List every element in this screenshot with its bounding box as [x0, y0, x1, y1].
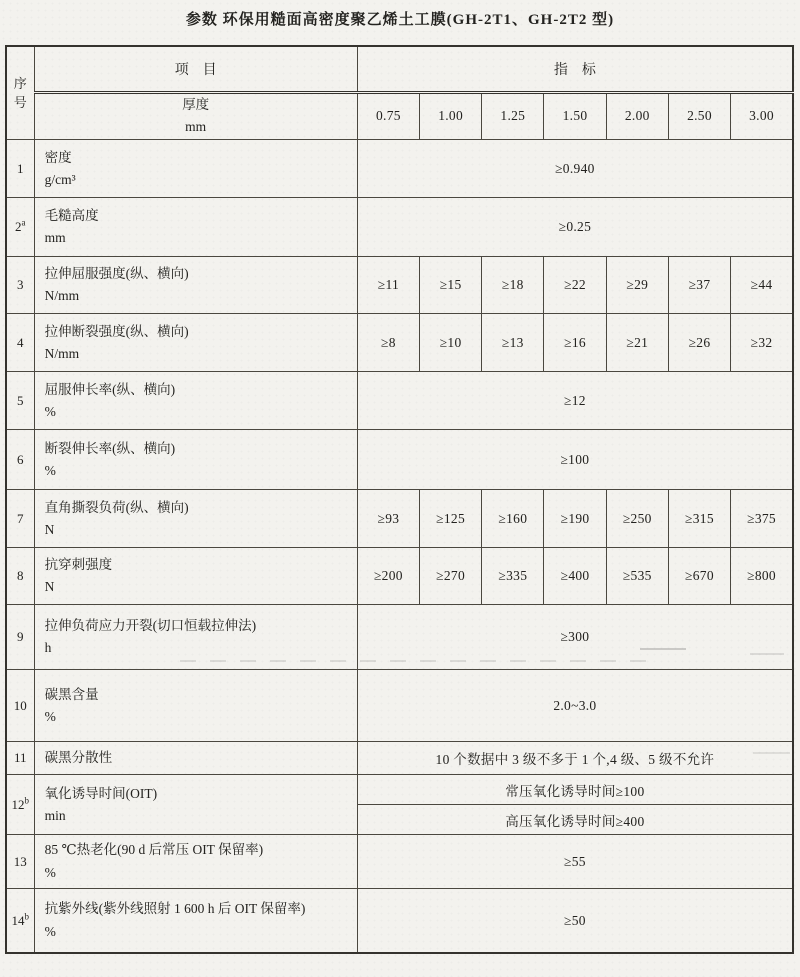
value-cell: ≥8	[357, 314, 419, 372]
item-unit: h	[44, 640, 52, 656]
value-cell: ≥93	[357, 490, 419, 548]
table-row	[6, 314, 793, 372]
row-number-text: 2	[15, 219, 22, 235]
value-cell: ≥335	[482, 548, 544, 605]
row-number	[6, 775, 34, 835]
row-number: 13	[6, 835, 34, 889]
item-name: 屈服伸长率(纵、横向)	[44, 381, 176, 397]
serial-header-char2: 号	[13, 95, 27, 111]
row-value: ≥12	[357, 372, 793, 430]
row-item	[34, 430, 357, 490]
table-row	[6, 548, 793, 605]
row-item	[34, 548, 357, 605]
value-cell: ≥670	[668, 548, 730, 605]
table-row	[6, 198, 793, 257]
row-item	[34, 742, 357, 775]
row-value: ≥300	[357, 605, 793, 670]
value-cell: ≥315	[668, 490, 730, 548]
row-number-text: 12	[11, 796, 25, 812]
thickness-value: 3.00	[731, 92, 793, 140]
thickness-value: 1.50	[544, 92, 606, 140]
item-unit: mm	[44, 230, 66, 246]
item-name: 断裂伸长率(纵、横向)	[44, 440, 176, 456]
row-number: 5	[6, 372, 34, 430]
value-cell: ≥37	[668, 257, 730, 314]
row-number-footnote: b	[24, 911, 30, 922]
serial-header-cell	[6, 46, 34, 140]
value-cell: ≥250	[606, 490, 668, 548]
thickness-unit: mm	[185, 119, 207, 135]
item-name: 密度	[44, 149, 72, 165]
thickness-value: 1.00	[420, 92, 482, 140]
row-item	[34, 372, 357, 430]
value-cell: ≥10	[420, 314, 482, 372]
row-value: ≥0.25	[357, 198, 793, 257]
item-unit: N/mm	[44, 288, 80, 304]
value-cell: ≥21	[606, 314, 668, 372]
row-number: 6	[6, 430, 34, 490]
table-row	[6, 835, 793, 889]
item-name: 拉伸屈服强度(纵、横向)	[44, 266, 189, 282]
row-number	[6, 198, 34, 257]
page-title: 参数 环保用糙面高密度聚乙烯土工膜(GH-2T1、GH-2T2 型)	[185, 12, 615, 28]
item-unit: %	[44, 864, 56, 880]
thickness-value: 2.50	[668, 92, 730, 140]
row-item	[34, 140, 357, 198]
row-value: ≥55	[357, 835, 793, 889]
spec-table	[5, 45, 794, 954]
thickness-value: 0.75	[357, 92, 419, 140]
row-number-footnote: b	[24, 795, 30, 806]
value-cell: ≥32	[731, 314, 793, 372]
value-cell: ≥22	[544, 257, 606, 314]
item-unit: %	[44, 462, 56, 478]
value-cell: ≥535	[606, 548, 668, 605]
thickness-label: 厚度	[182, 96, 210, 112]
value-cell: ≥44	[731, 257, 793, 314]
value-cell: ≥160	[482, 490, 544, 548]
table-row	[6, 430, 793, 490]
table-row	[6, 140, 793, 198]
row-item	[34, 314, 357, 372]
table-row	[6, 742, 793, 775]
row-number: 8	[6, 548, 34, 605]
item-name: 直角撕裂负荷(纵、横向)	[44, 499, 189, 515]
item-unit: min	[44, 807, 66, 823]
table-row	[6, 775, 793, 805]
row-number-footnote: a	[21, 218, 26, 229]
row-value: 10 个数据中 3 级不多于 1 个,4 级、5 级不允许	[357, 742, 793, 775]
item-name: 氧化诱导时间(OIT)	[44, 785, 158, 801]
value-cell: ≥16	[544, 314, 606, 372]
item-unit: %	[44, 923, 56, 939]
row-number: 9	[6, 605, 34, 670]
row-item	[34, 775, 357, 835]
item-name: 85 ℃热老化(90 d 后常压 OIT 保留率)	[44, 842, 264, 858]
item-unit: N	[44, 579, 55, 595]
row-value: 2.0~3.0	[357, 670, 793, 742]
thickness-header-cell	[34, 92, 357, 140]
table-row	[6, 490, 793, 548]
value-cell: ≥26	[668, 314, 730, 372]
row-number: 11	[6, 742, 34, 775]
row-item	[34, 198, 357, 257]
row-number: 10	[6, 670, 34, 742]
item-name: 抗穿刺强度	[44, 557, 113, 573]
table-row	[6, 372, 793, 430]
value-cell: ≥200	[357, 548, 419, 605]
row-item	[34, 257, 357, 314]
item-unit: N	[44, 521, 55, 537]
table-row	[6, 888, 793, 953]
thickness-value: 1.25	[482, 92, 544, 140]
table-row	[6, 257, 793, 314]
value-cell: ≥11	[357, 257, 419, 314]
row-number: 3	[6, 257, 34, 314]
row-value-bottom: 高压氧化诱导时间≥400	[357, 805, 793, 835]
row-number: 4	[6, 314, 34, 372]
row-value: ≥100	[357, 430, 793, 490]
index-column-header: 指 标	[357, 46, 793, 92]
value-cell: ≥18	[482, 257, 544, 314]
value-cell: ≥270	[420, 548, 482, 605]
table-row	[6, 605, 793, 670]
row-value: ≥50	[357, 888, 793, 953]
item-name: 碳黑分散性	[44, 750, 113, 766]
row-number: 7	[6, 490, 34, 548]
item-unit: g/cm³	[44, 171, 76, 187]
row-number	[6, 888, 34, 953]
item-name: 拉伸断裂强度(纵、横向)	[44, 323, 189, 339]
row-item	[34, 888, 357, 953]
row-item	[34, 670, 357, 742]
item-unit: N/mm	[44, 345, 80, 361]
table-row	[6, 670, 793, 742]
thickness-value: 2.00	[606, 92, 668, 140]
value-cell: ≥375	[731, 490, 793, 548]
value-cell: ≥13	[482, 314, 544, 372]
row-number: 1	[6, 140, 34, 198]
row-number-text: 14	[11, 912, 25, 928]
row-value-top: 常压氧化诱导时间≥100	[357, 775, 793, 805]
value-cell: ≥29	[606, 257, 668, 314]
row-item	[34, 835, 357, 889]
item-name: 抗紫外线(紫外线照射 1 600 h 后 OIT 保留率)	[44, 901, 306, 917]
value-cell: ≥800	[731, 548, 793, 605]
value-cell: ≥15	[420, 257, 482, 314]
row-item	[34, 605, 357, 670]
item-name: 拉伸负荷应力开裂(切口恒载拉伸法)	[44, 618, 257, 634]
row-item	[34, 490, 357, 548]
value-cell: ≥190	[544, 490, 606, 548]
item-name: 碳黑含量	[44, 686, 99, 702]
item-unit: %	[44, 403, 56, 419]
item-name: 毛糙高度	[44, 208, 99, 224]
serial-header-char1: 序	[13, 75, 27, 91]
value-cell: ≥125	[420, 490, 482, 548]
row-value: ≥0.940	[357, 140, 793, 198]
item-unit: %	[44, 708, 56, 724]
item-column-header: 项 目	[34, 46, 357, 92]
value-cell: ≥400	[544, 548, 606, 605]
